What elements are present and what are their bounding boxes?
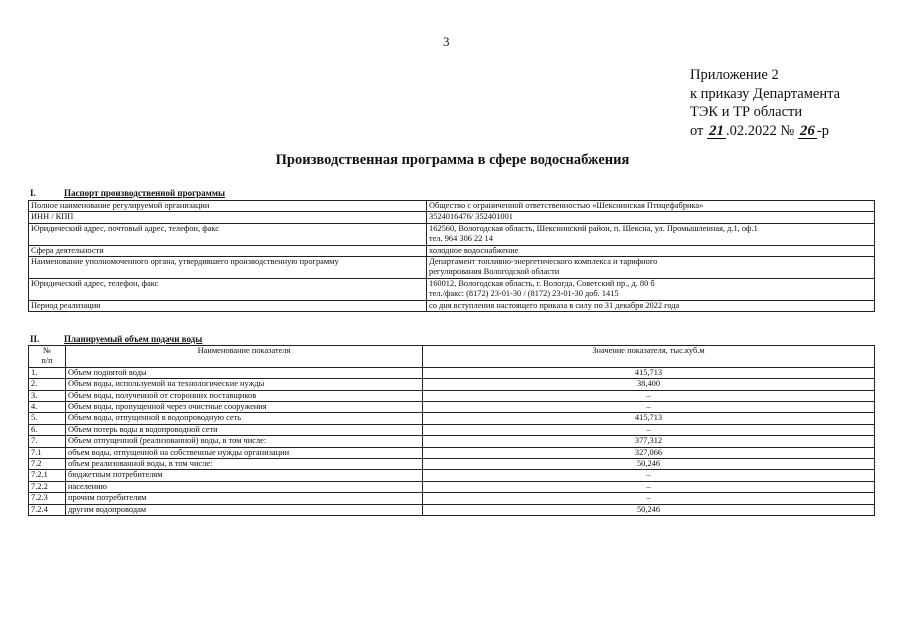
- row-label: Полное наименование регулируемой организации: [29, 201, 427, 212]
- table-row: [29, 481, 875, 492]
- row-label: Сфера деятельности: [29, 245, 427, 256]
- date-rest: .02.2022 №: [726, 122, 795, 139]
- row-value: [427, 300, 875, 311]
- table-row: [29, 493, 875, 504]
- table-row: [29, 212, 875, 223]
- row-value: [427, 257, 875, 279]
- table-row: [29, 379, 875, 390]
- row-indicator-name: Объем потерь воды в водопроводной сети: [66, 424, 423, 435]
- table-header-row: [29, 346, 875, 368]
- table-row: [29, 470, 875, 481]
- row-label: Период реализации: [29, 300, 427, 311]
- table-row: [29, 413, 875, 424]
- row-indicator-name: бюджетным потребителям: [66, 470, 423, 481]
- row-indicator-value: –: [423, 402, 875, 413]
- row-value-line-2: тел. 964 306 22 14: [429, 234, 493, 244]
- row-indicator-value: –: [423, 481, 875, 492]
- row-indicator-value: 377,312: [423, 436, 875, 447]
- table-row: [29, 257, 875, 279]
- row-number: 6.: [29, 424, 66, 435]
- col-header-name: Наименование показателя: [66, 346, 423, 368]
- page-number: 3: [443, 34, 450, 49]
- table-row: [29, 223, 875, 245]
- date-prefix: от: [690, 122, 704, 139]
- row-number: 3.: [29, 390, 66, 401]
- row-indicator-name: Объем воды, полученной от сторонних поставщиков: [66, 390, 423, 401]
- table-row: [29, 424, 875, 435]
- row-indicator-name: другим водопроводам: [66, 504, 423, 515]
- row-label: Юридический адрес, телефон, факс: [29, 278, 427, 300]
- row-value-line-2: тел./факс: (8172) 23-01-30 / (8172) 23-01-30 доб. 1415: [429, 289, 619, 299]
- handwritten-day: 21: [709, 122, 725, 139]
- row-number: 7.2.4: [29, 504, 66, 515]
- row-number: 7.2.3: [29, 493, 66, 504]
- row-number: 1.: [29, 367, 66, 378]
- row-indicator-name: прочим потребителям: [66, 493, 423, 504]
- row-indicator-name: Объем воды, пропущенной через очистные сооружения: [66, 402, 423, 413]
- handwritten-number: 26: [799, 122, 815, 139]
- row-number: 4.: [29, 402, 66, 413]
- row-indicator-name: Объем воды, используемой на технологические нужды: [66, 379, 423, 390]
- row-indicator-name: Объем поднятой воды: [66, 367, 423, 378]
- row-indicator-name: объем воды, отпущенной на собственные нужды организации: [66, 447, 423, 458]
- row-label: Юридический адрес, почтовый адрес, телефон, факс: [29, 223, 427, 245]
- table-row: [29, 390, 875, 401]
- row-indicator-name: населению: [66, 481, 423, 492]
- row-value-line: 160012, Вологодская область, г. Вологда, Советский пр., д. 80 б: [429, 278, 655, 288]
- table-row: [29, 459, 875, 470]
- row-value: [427, 201, 875, 212]
- row-value-line-2: регулирования Вологодской области: [429, 267, 560, 277]
- row-indicator-name: Объем воды, отпущенной в водопроводную сеть: [66, 413, 423, 424]
- table-row: [29, 245, 875, 256]
- order-suffix: -р: [816, 122, 829, 139]
- table-row: [29, 504, 875, 515]
- section-2-title: Планируемый объем подачи воды: [64, 334, 203, 344]
- section-1-title: Паспорт производственной программы: [64, 188, 225, 198]
- col-header-value: Значение показателя, тыс.куб.м: [423, 346, 875, 368]
- row-value-line: со дня вступления настоящего приказа в силу по 31 декабря 2022 года: [429, 300, 680, 310]
- row-number: 2.: [29, 379, 66, 390]
- row-value-line: Общество с ограниченной ответственностью «Шекснинская Птицефабрика»: [429, 201, 704, 210]
- section-2-heading: [30, 334, 202, 344]
- section-2-number: II.: [30, 334, 40, 344]
- table-row: [29, 367, 875, 378]
- row-number: 7.2.2: [29, 481, 66, 492]
- row-value-line: холодное водоснабжение: [429, 245, 519, 255]
- row-indicator-value: 327,066: [423, 447, 875, 458]
- passport-table: [28, 200, 875, 312]
- row-number: 5.: [29, 413, 66, 424]
- table-row: [29, 436, 875, 447]
- row-value-line: 162560, Вологодская область, Шекснинский район, п. Шексна, ул. Промышленная, д.1, оф.1: [429, 223, 758, 233]
- annex-date-line: [690, 122, 840, 141]
- row-indicator-value: 50,246: [423, 459, 875, 470]
- row-number: 7.: [29, 436, 66, 447]
- row-value: [427, 245, 875, 256]
- annex-line-3: ТЭК и ТР области: [690, 104, 803, 120]
- row-value: [427, 212, 875, 223]
- row-indicator-name: Объем отпущенной (реализованной) воды, в том числе:: [66, 436, 423, 447]
- annex-line-1: Приложение 2: [690, 67, 779, 83]
- row-indicator-value: –: [423, 424, 875, 435]
- row-value-line: 3524016476/ 352401001: [429, 212, 513, 222]
- row-value-line: Департамент топливно-энергетического комплекса и тарифного: [429, 257, 658, 267]
- section-1-heading: [30, 188, 225, 198]
- row-indicator-value: –: [423, 390, 875, 401]
- table-row: [29, 300, 875, 311]
- row-value: [427, 223, 875, 245]
- row-indicator-value: 415,713: [423, 413, 875, 424]
- row-label: ИНН / КПП: [29, 212, 427, 223]
- row-indicator-value: –: [423, 470, 875, 481]
- table-row: [29, 402, 875, 413]
- row-number: 7.1: [29, 447, 66, 458]
- annex-line-2: к приказу Департамента: [690, 85, 841, 102]
- row-indicator-value: –: [423, 493, 875, 504]
- row-label: Наименование уполномоченного органа, утвердившего производственную программу: [29, 257, 427, 279]
- annex-block: [690, 66, 840, 140]
- row-number: 7.2.1: [29, 470, 66, 481]
- col-header-number: № п/п: [29, 346, 66, 368]
- table-row: [29, 201, 875, 212]
- row-value: [427, 278, 875, 300]
- section-1-number: I.: [30, 188, 36, 198]
- document-title: Производственная программа в сфере водоснабжения: [275, 152, 630, 168]
- row-indicator-value: 50,246: [423, 504, 875, 515]
- table-row: [29, 278, 875, 300]
- water-volume-table: [28, 345, 875, 516]
- row-indicator-name: объем реализованной воды, в том числе:: [66, 459, 423, 470]
- row-number: 7.2: [29, 459, 66, 470]
- row-indicator-value: 415,713: [423, 367, 875, 378]
- table-row: [29, 447, 875, 458]
- row-indicator-value: 38,400: [423, 379, 875, 390]
